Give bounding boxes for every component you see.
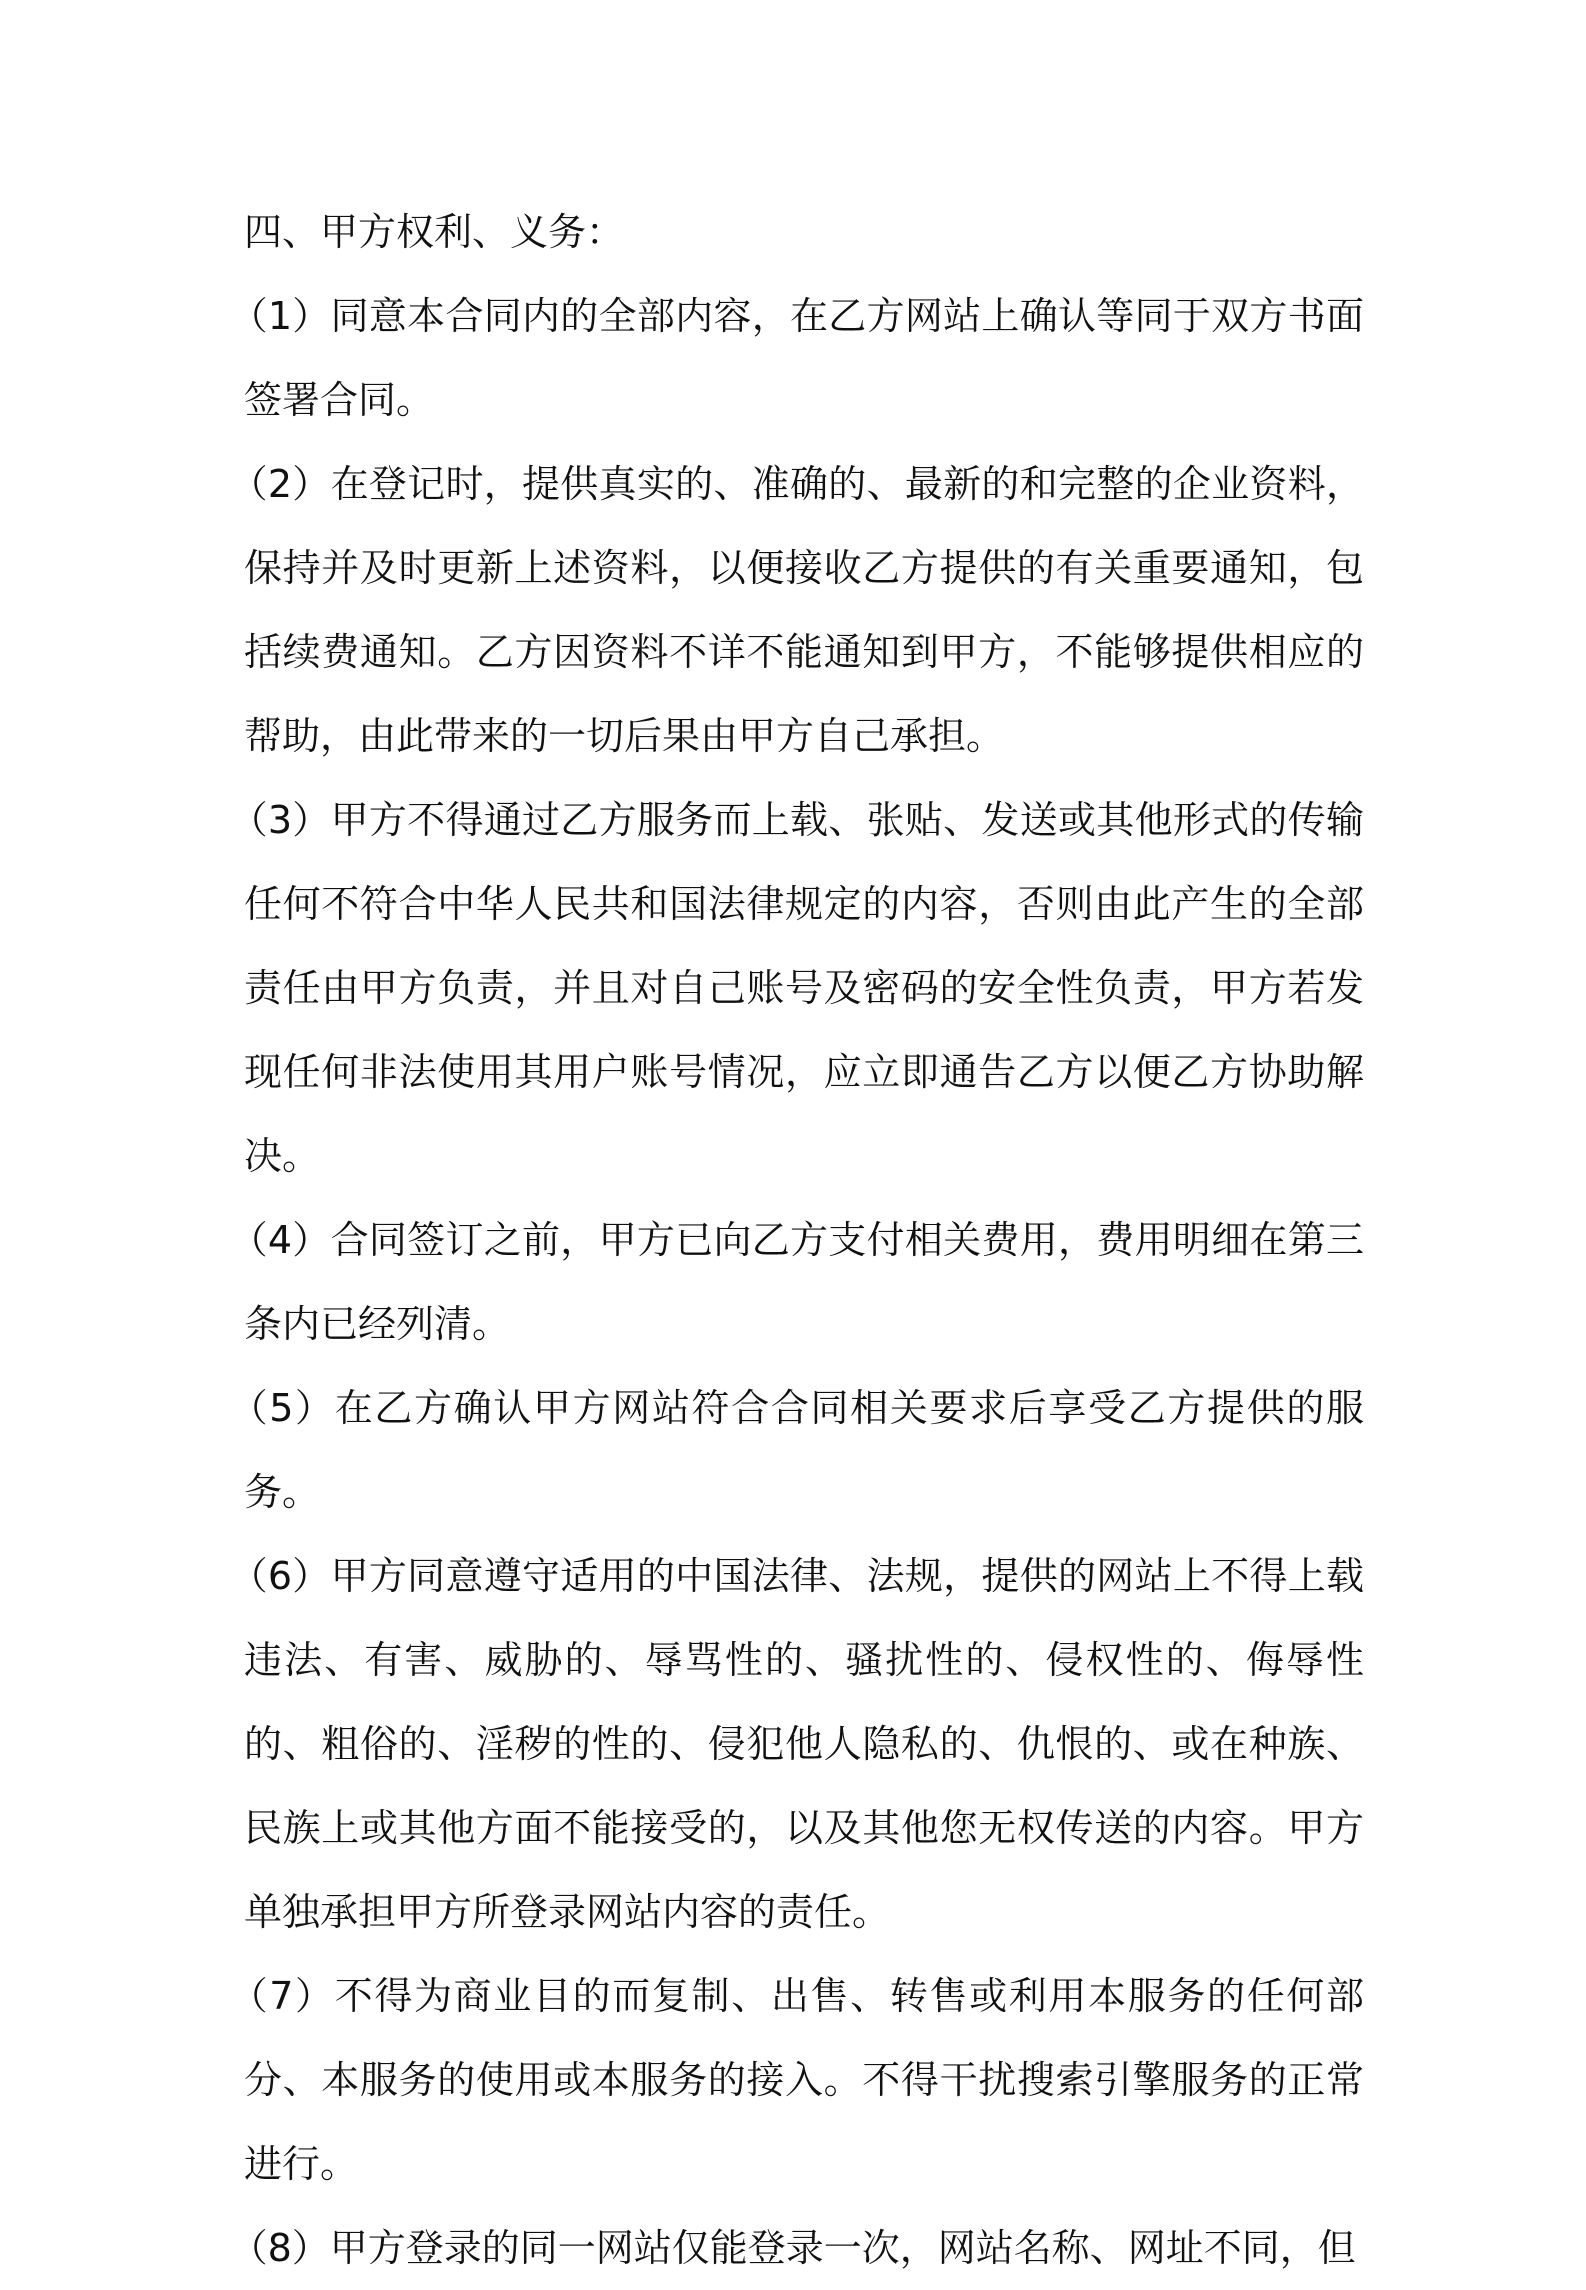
section-heading: 四、甲方权利、义务： xyxy=(244,210,625,254)
document-page xyxy=(229,190,1364,2290)
clause-2: （2）在登记时，提供真实的、准确的、最新的和完整的企业资料，保持并及时更新上述资料，以便接收乙方提供的有关重要通知，包括续费通知。乙方因资料不详不能通知到甲方，不能够提供相应的帮助，由此带来的一切后果由甲方自己承担。 xyxy=(229,462,1364,758)
clause-3: （3）甲方不得通过乙方服务而上载、张贴、发送或其他形式的传输任何不符合中华人民共和国法律规定的内容，否则由此产生的全部责任由甲方负责，并且对自己账号及密码的安全性负责，甲方若发现任何非法使用其用户账号情况，应立即通告乙方以便乙方协助解决。 xyxy=(229,798,1364,1178)
clause-1: （1）同意本合同内的全部内容，在乙方网站上确认等同于双方书面签署合同。 xyxy=(229,294,1364,422)
clause-4: （4）合同签订之前，甲方已向乙方支付相关费用，费用明细在第三条内已经列清。 xyxy=(229,1218,1364,1346)
clause-6: （6）甲方同意遵守适用的中国法律、法规，提供的网站上不得上载违法、有害、威胁的、辱骂性的、骚扰性的、侵权性的、侮辱性的、粗俗的、淫秽的性的、侵犯他人隐私的、仇恨的、或在种族、民族上或其他方面不能接受的，以及其他您无权传送的内容。甲方单独承担甲方所登录网站内容的责任。 xyxy=(229,1554,1364,1934)
clause-8: （8）甲方登录的同一网站仅能登录一次，网站名称、网址不同，但 xyxy=(229,2226,1356,2270)
clause-7: （7）不得为商业目的而复制、出售、转售或利用本服务的任何部分、本服务的使用或本服务的接入。不得干扰搜索引擎服务的正常进行。 xyxy=(229,1974,1364,2186)
clause-5: （5）在乙方确认甲方网站符合合同相关要求后享受乙方提供的服务。 xyxy=(229,1386,1364,1514)
